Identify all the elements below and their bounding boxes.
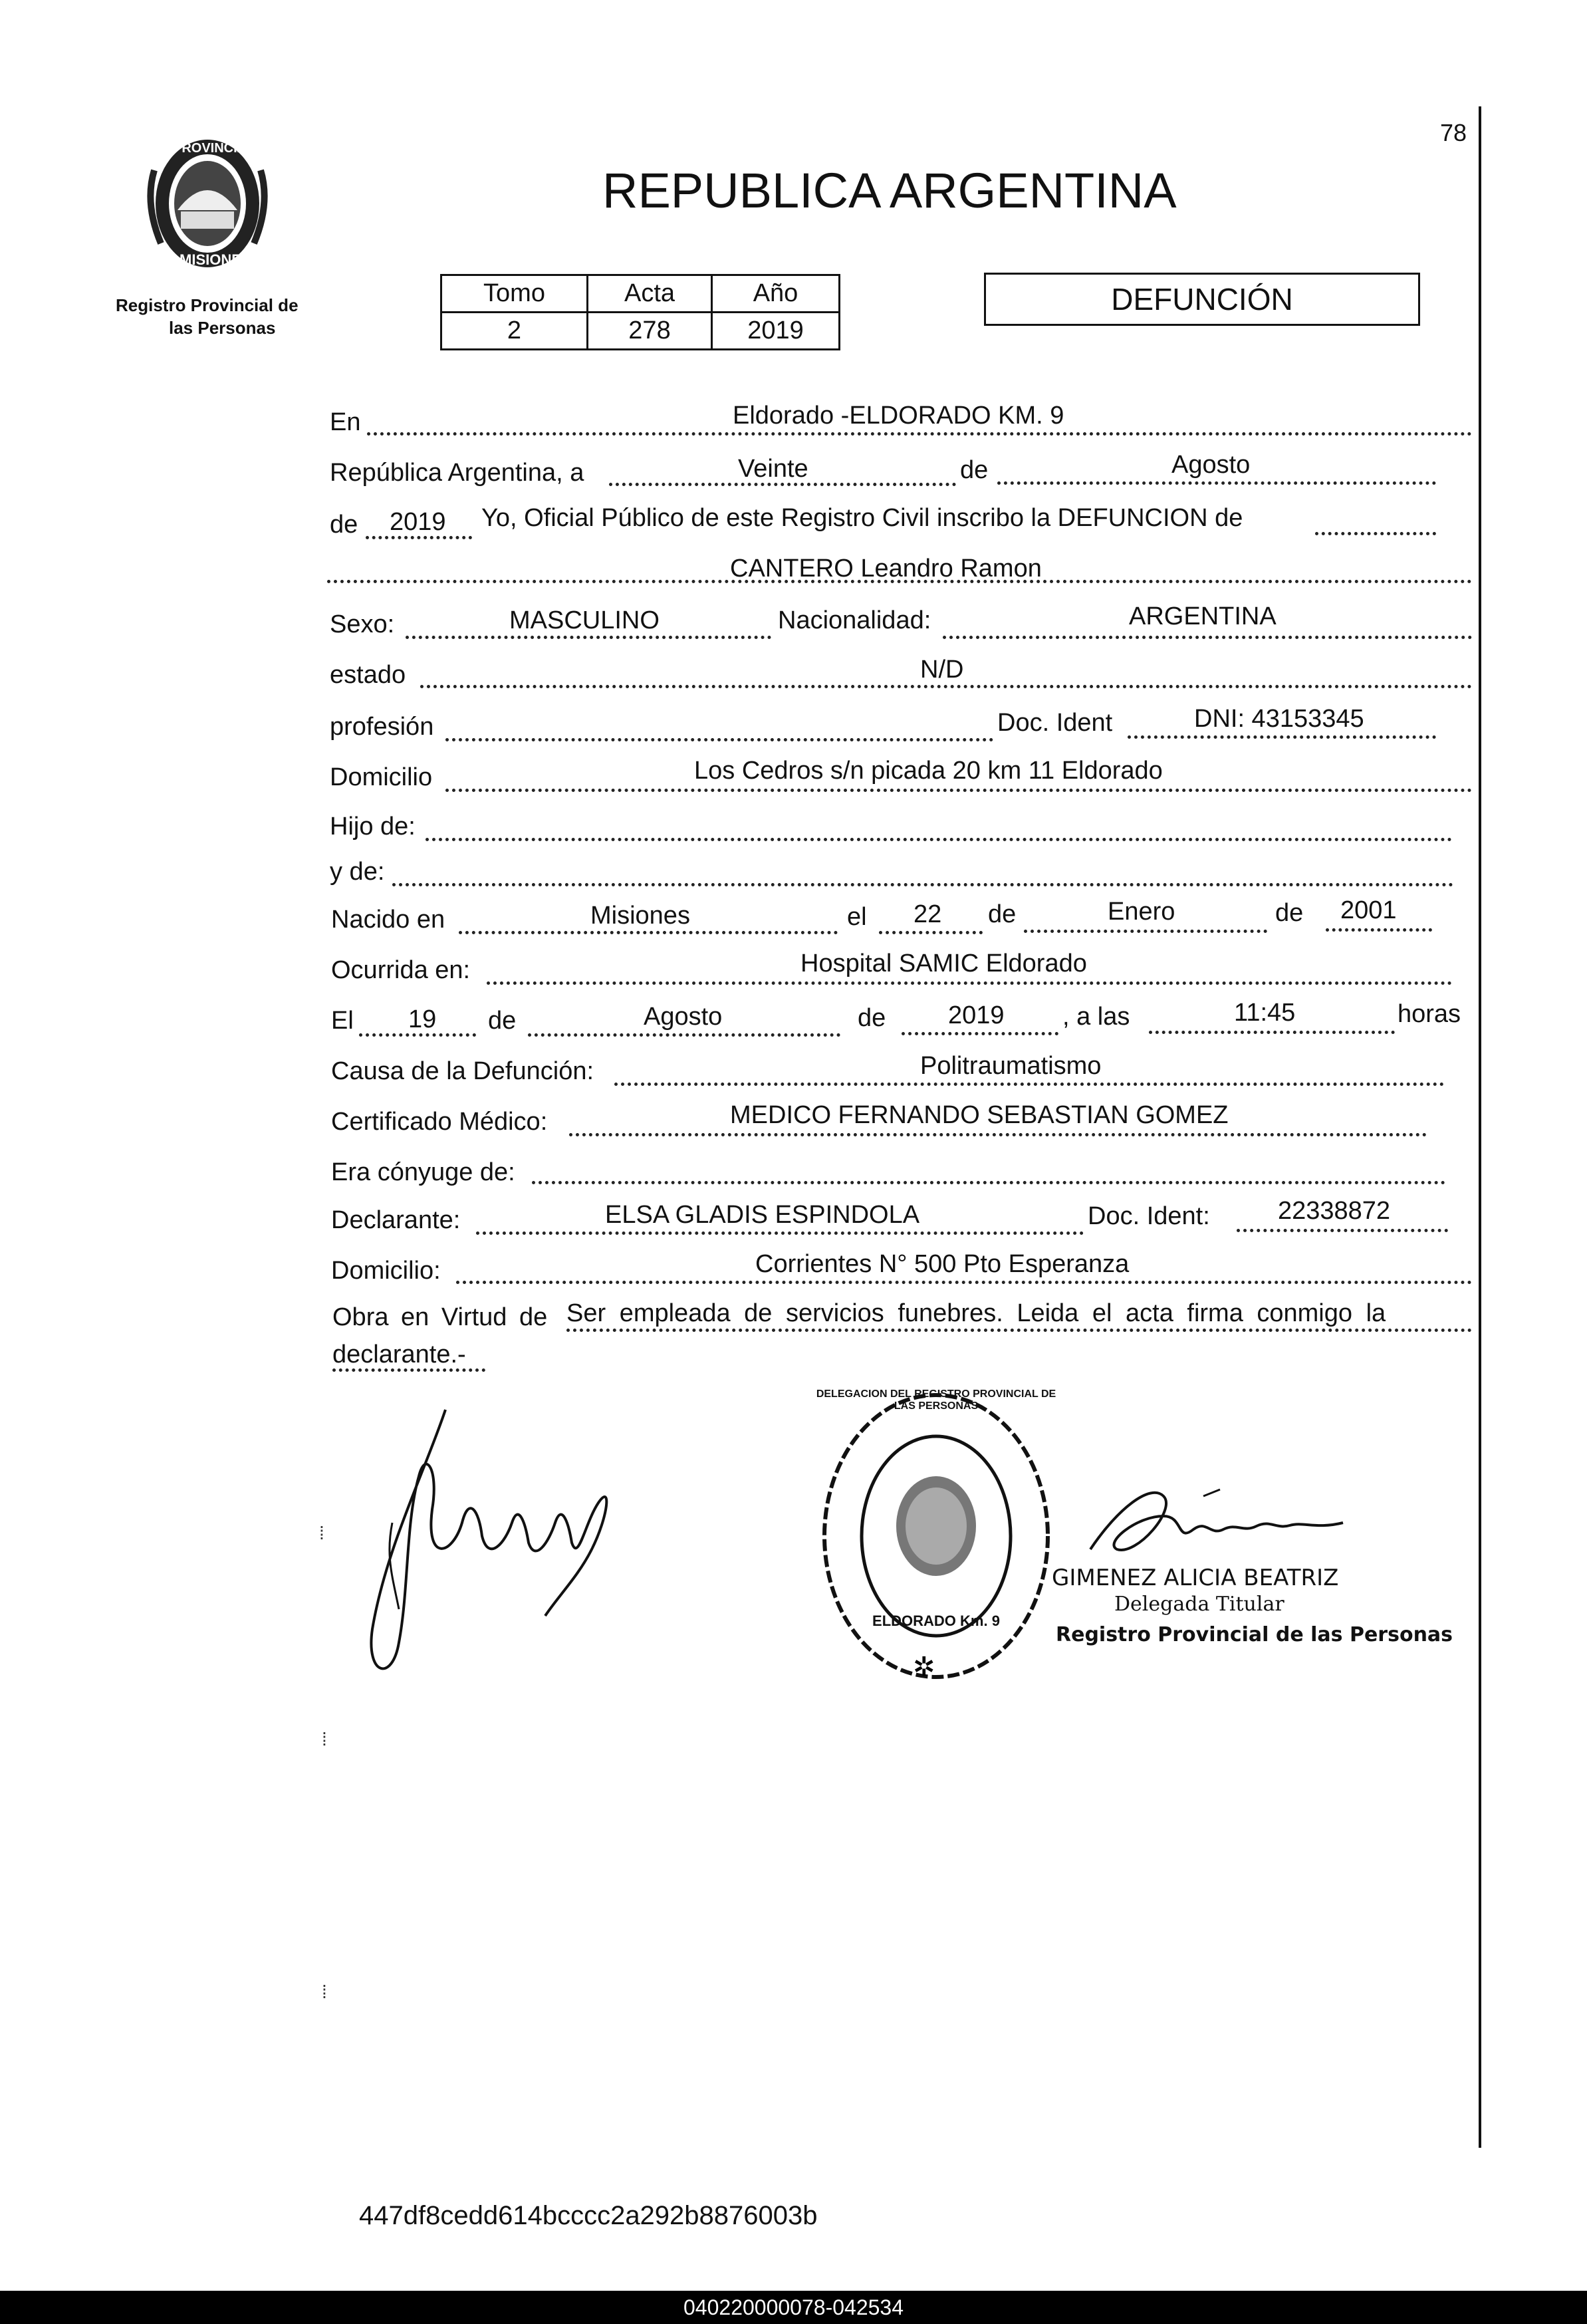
hijo-label: Hijo de: xyxy=(330,813,416,840)
estado-value: N/D xyxy=(920,656,964,684)
birth-year-line xyxy=(1326,928,1432,932)
margin-mark: ⁞ xyxy=(322,1982,327,2002)
birth-year: 2001 xyxy=(1340,896,1397,924)
month-value: Agosto xyxy=(1171,451,1251,479)
death-month-line xyxy=(528,1033,840,1037)
logo-text-top: PROVINCIA DE xyxy=(173,141,269,156)
record-type-box xyxy=(984,273,1420,326)
en-label: En xyxy=(330,408,361,436)
month-line xyxy=(997,481,1436,485)
ocurrida-value: Hospital SAMIC Eldorado xyxy=(800,950,1087,977)
birth-day-line xyxy=(879,931,983,934)
declarante-label: Declarante: xyxy=(331,1206,461,1234)
domicilio2-label: Domicilio: xyxy=(331,1257,441,1285)
footer-barcode-bar xyxy=(0,2291,1587,2324)
official-stamp xyxy=(816,1383,1056,1689)
declarante-value: ELSA GLADIS ESPINDOLA xyxy=(605,1201,920,1229)
hijo-line xyxy=(426,838,1452,841)
province-seal-logo xyxy=(141,130,274,277)
stamp-inner-text: ELDORADO Km. 9 xyxy=(872,1613,1000,1629)
domicilio2-line xyxy=(456,1281,1472,1284)
causa-label: Causa de la Defunción: xyxy=(331,1057,594,1085)
nacionalidad-label: Nacionalidad: xyxy=(778,606,931,634)
day-value: Veinte xyxy=(738,455,808,483)
margin-mark: ⁞ xyxy=(322,1729,327,1749)
de-label: de xyxy=(960,456,989,484)
domicilio2-value: Corrientes N° 500 Pto Esperanza xyxy=(755,1250,1130,1278)
de6-label: de xyxy=(858,1004,886,1032)
registrar-office: Registro Provincial de las Personas xyxy=(1056,1623,1453,1646)
profesion-label: profesión xyxy=(330,713,434,741)
stamp-arc-text: DELEGACION DEL REGISTRO PROVINCIAL DE LAS PERSONAS xyxy=(816,1388,1056,1412)
acta-value: 278 xyxy=(588,313,712,350)
logo-text-bottom: MISIONES xyxy=(180,251,251,268)
domicilio-value: Los Cedros s/n picada 20 km 11 Eldorado xyxy=(694,757,1163,785)
doc2-line xyxy=(1237,1229,1448,1232)
registry-label-line1: Registro Provincial de xyxy=(116,295,299,315)
nacido-label: Nacido en xyxy=(331,906,445,934)
footer-barcode-text: 040220000078-042534 xyxy=(683,2295,904,2319)
doc-label: Doc. Ident xyxy=(997,709,1113,737)
svg-text:✲: ✲ xyxy=(913,1652,935,1682)
page-title: REPUBLICA ARGENTINA xyxy=(602,163,1177,218)
nacionalidad-line xyxy=(943,636,1472,639)
doc2-label: Doc. Ident: xyxy=(1088,1202,1210,1230)
registry-label-line2: las Personas xyxy=(169,318,276,338)
domicilio-line xyxy=(445,789,1472,792)
registrar-name: GIMENEZ ALICIA BEATRIZ xyxy=(1052,1565,1339,1591)
death-month: Agosto xyxy=(644,1003,723,1031)
death-day: 19 xyxy=(408,1005,437,1033)
day-line xyxy=(609,483,956,486)
record-table xyxy=(440,274,840,350)
anio-value: 2019 xyxy=(712,313,840,350)
birth-month: Enero xyxy=(1108,898,1175,926)
causa-line xyxy=(614,1083,1444,1086)
domicilio-label: Domicilio xyxy=(330,763,433,791)
conyuge-line xyxy=(532,1181,1445,1184)
sexo-value: MASCULINO xyxy=(509,606,660,634)
horas-label: horas xyxy=(1398,1000,1461,1028)
de3-label: de xyxy=(988,900,1017,928)
year-line xyxy=(366,536,472,539)
ocurrida-line xyxy=(487,981,1452,985)
obra-value: Ser empleada de servicios funebres. Leida el acta firma conmigo la xyxy=(566,1299,1386,1327)
birth-day: 22 xyxy=(914,900,942,928)
de2-label: de xyxy=(330,511,358,539)
obra-line xyxy=(566,1329,1472,1332)
death-time: 11:45 xyxy=(1234,999,1296,1027)
page-number: 78 xyxy=(1440,119,1467,146)
death-year-line xyxy=(902,1032,1058,1035)
alas-label: , a las xyxy=(1062,1003,1130,1031)
certificado-value: MEDICO FERNANDO SEBASTIAN GOMEZ xyxy=(730,1101,1229,1129)
profesion-line xyxy=(445,738,993,741)
obra-value-2: declarante.- xyxy=(332,1341,466,1368)
statement-line xyxy=(1315,532,1436,535)
margin-mark: ⁞ xyxy=(319,1523,324,1543)
certificado-label: Certificado Médico: xyxy=(331,1108,548,1136)
registrar-signature xyxy=(1077,1470,1356,1573)
estado-line xyxy=(420,685,1472,688)
yde-line xyxy=(392,883,1453,886)
en-line xyxy=(367,432,1472,436)
de4-label: de xyxy=(1275,899,1304,927)
certificado-line xyxy=(569,1133,1427,1136)
deceased-name: CANTERO Leandro Ramon xyxy=(730,555,1042,582)
doc2-value: 22338872 xyxy=(1278,1197,1391,1225)
acta-header: Acta xyxy=(588,275,712,313)
tomo-header: Tomo xyxy=(441,275,588,313)
yde-label: y de: xyxy=(330,858,385,886)
en-value: Eldorado -ELDORADO KM. 9 xyxy=(733,402,1064,430)
declarant-signature xyxy=(346,1390,652,1706)
record-type: DEFUNCIÓN xyxy=(1111,282,1293,317)
year-value: 2019 xyxy=(390,508,446,536)
nacido-value: Misiones xyxy=(590,902,690,930)
death-day-line xyxy=(359,1033,476,1037)
statement-text: Yo, Oficial Público de este Registro Civil inscribo la DEFUNCION de xyxy=(481,504,1243,532)
conyuge-label: Era cónyuge de: xyxy=(331,1158,515,1186)
death-time-line xyxy=(1149,1031,1395,1034)
el2-label: El xyxy=(331,1007,354,1035)
declarante-line xyxy=(476,1231,1084,1235)
document-hash: 447df8cedd614bcccc2a292b8876003b xyxy=(359,2201,818,2230)
estado-label: estado xyxy=(330,661,406,689)
obra-line-2 xyxy=(332,1368,485,1372)
doc-line xyxy=(1128,735,1436,739)
sexo-line xyxy=(406,636,771,639)
nacionalidad-value: ARGENTINA xyxy=(1129,602,1277,630)
el-label: el xyxy=(847,903,867,931)
anio-header: Año xyxy=(712,275,840,313)
birth-month-line xyxy=(1024,930,1267,933)
tomo-value: 2 xyxy=(441,313,588,350)
sexo-label: Sexo: xyxy=(330,610,395,638)
de5-label: de xyxy=(488,1007,517,1035)
obra-label: Obra en Virtud de xyxy=(332,1303,548,1331)
death-year: 2019 xyxy=(948,1001,1005,1029)
causa-value: Politraumatismo xyxy=(920,1052,1102,1080)
right-margin-line xyxy=(1479,106,1481,2148)
registrar-role: Delegada Titular xyxy=(1114,1593,1284,1616)
republica-label: República Argentina, a xyxy=(330,459,584,487)
ocurrida-label: Ocurrida en: xyxy=(331,956,471,984)
nacido-line xyxy=(459,931,838,934)
doc-value: DNI: 43153345 xyxy=(1194,705,1364,733)
